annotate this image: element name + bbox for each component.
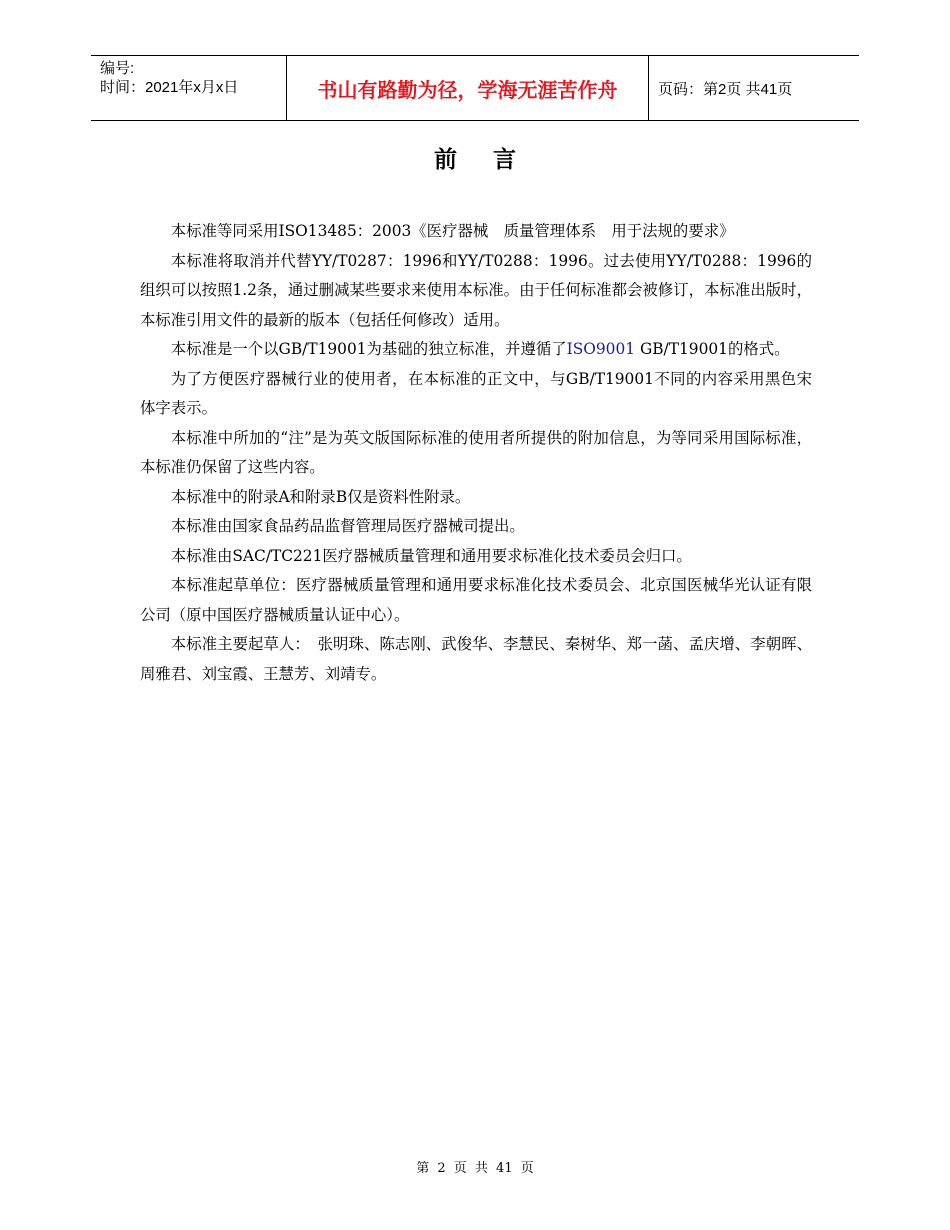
page-footer: 第 2 页 共 41 页: [416, 1161, 534, 1176]
paragraph-adoption: 本标准等同采用ISO13485：2003《医疗器械 质量管理体系 用于法规的要求》: [170, 222, 735, 240]
paragraph-proposer: 本标准由国家食品药品监督管理局医疗器械司提出。: [170, 517, 525, 535]
paragraph-annexes: 本标准中的附录A和附录B仅是资料性附录。: [170, 487, 471, 506]
paragraph-committee: 本标准由SAC/TC221医疗器械质量管理和通用要求标准化技术委员会归口。: [170, 546, 692, 565]
paragraph-basis-text: 本标准是一个以GB/T19001为基础的独立标准，并遵循了: [170, 340, 567, 358]
paragraph-basis-tail: GB/T19001的格式。: [635, 340, 790, 358]
paragraph-notes: 本标准中所加的“注”是为英文版国际标准的使用者所提供的附加信息，为等同采用国际标准，本标准仍保留了这些内容。: [140, 428, 812, 476]
header-motto: 书山有路勤为径，学海无涯苦作舟: [317, 77, 618, 102]
paragraph-drafters: 本标准主要起草人： 张明珠、陈志刚、武俊华、李慧民、秦树华、郑一菡、孟庆增、李朝晖、周雅君、刘宝霞、王慧芳、刘靖专。: [140, 635, 812, 683]
header-meta: [91, 56, 286, 120]
paragraph-basis: [140, 335, 812, 365]
iso9001-link[interactable]: ISO9001: [566, 340, 636, 358]
page-header: [91, 55, 859, 121]
paragraph-replacement: 本标准将取消并代替YY/T0287：1996和YY/T0288：1996。过去使用YY/T0288：1996的组织可以按照1.2条，通过删减某些要求来使用本标准。由于任何标准都会被修订，本标准出版时，本标准引用文件的最新的版本（包括任何修改）适用。: [140, 251, 812, 329]
paragraph-drafting-units: 本标准起草单位：医疗器械质量管理和通用要求标准化技术委员会、北京国医械华光认证有限公司（原中国医疗器械质量认证中心）。: [140, 576, 812, 624]
document-number-label: 编号:: [100, 60, 135, 77]
foreword-body: [140, 217, 812, 689]
header-motto-cell: [286, 56, 649, 120]
document-time-label: 时间：2021年x月x日: [100, 79, 239, 96]
paragraph-typography: 为了方便医疗器械行业的使用者，在本标准的正文中，与GB/T19001不同的内容采用黑色宋体字表示。: [140, 369, 812, 417]
header-page-number: 页码：第2页 共41页: [658, 80, 793, 98]
page-title: 前言: [434, 147, 552, 173]
